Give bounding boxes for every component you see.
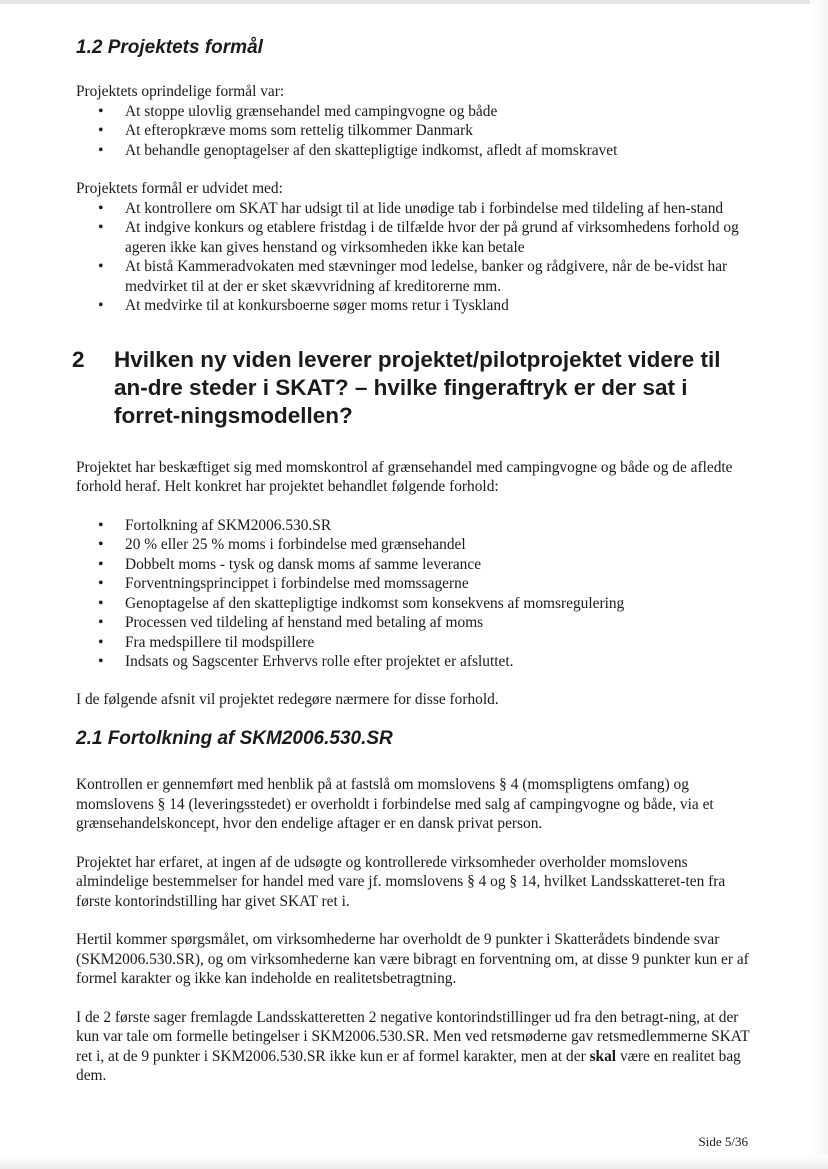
paragraph: Kontrollen er gennemført med henblik på at fastslå om momslovens § 4 (momspligtens omfang) og momslovens § 14 (leveringsstedet) er overholdt i forbindelse med salg af campingvogne og både, via et grænsehandelskoncept, hvor den endelige aftager er en dansk privat person. [76, 776, 714, 832]
paragraph: Hertil kommer spørgsmålet, om virksomhederne har overholdt de 9 punkter i Skatterådets bindende svar (SKM2006.530.SR), og om virksomhederne kan være bibragt en forventning om, at disse 9 punkter kun er af formel karakter og ikke kan indeholde en realitetsbetragtning. [76, 931, 749, 987]
list-item: • Processen ved tildeling af henstand med betaling af moms [76, 613, 756, 633]
scan-edge-top [0, 0, 828, 4]
list-item: • Indsats og Sagscenter Erhvervs rolle efter projektet er afsluttet. [76, 652, 756, 672]
list-item: • Dobbelt moms - tysk og dansk moms af samme leverance [76, 555, 756, 575]
list-item: • At stoppe ulovlig grænsehandel med campingvogne og både [76, 102, 756, 122]
original-goals-intro: Projektets oprindelige formål var: [76, 83, 285, 100]
scan-edge-bottom [0, 1155, 828, 1169]
paragraph-text: være en realitet bag dem. [76, 1047, 741, 1084]
list-item: • At indgive konkurs og etablere fristdag i de tilfælde hvor der på grund af virksomhedens forhold og ageren ikke kan gives henstand og virksomheden ikke kan betale [76, 218, 756, 257]
document-page [72, 36, 756, 1086]
list-item: • Genoptagelse af den skattepligtige indkomst som konsekvens af momsregulering [76, 594, 756, 614]
section-2-intro: Projektet har beskæftiget sig med momskontrol af grænsehandel med campingvogne og både og de afledte forhold heraf. Helt konkret har projektet behandlet følgende forhold: [76, 458, 733, 495]
list-item: • Fra medspillere til modspillere [76, 633, 756, 653]
extended-goals-intro: Projektets formål er udvidet med: [76, 180, 283, 197]
list-item: • At kontrollere om SKAT har udsigt til at lide unødige tab i forbindelse med tildeling af hen-stand [76, 199, 756, 219]
section-2-number: 2 [72, 346, 85, 372]
list-item: • At bistå Kammeradvokaten med stævninger mod ledelse, banker og rådgivere, når de be-vidst har medvirket til at der er sket skævvridning af kreditorerne mm. [76, 257, 756, 296]
list-item: • Forventningsprincippet i forbindelse med momssagerne [76, 574, 756, 594]
original-goals-list [76, 102, 756, 161]
extended-goals-list [76, 199, 756, 316]
section-2-outro: I de følgende afsnit vil projektet redegøre nærmere for disse forhold. [76, 690, 499, 708]
list-item: • At medvirke til at konkursboerne søger moms retur i Tyskland [76, 296, 756, 316]
list-item: • At behandle genoptagelser af den skattepligtige indkomst, afledt af momskravet [76, 141, 756, 161]
topics-list [76, 516, 756, 672]
emphasis-text: skal [589, 1047, 617, 1065]
page-number: Side 5/36 [698, 1134, 748, 1149]
scan-edge-right [810, 0, 828, 1169]
section-1-2-heading: 1.2 Projektets formål [76, 37, 263, 58]
paragraph: Projektet har erfaret, at ingen af de udsøgte og kontrollerede virksomheder overholder momslovens almindelige bestemmelser for handel med vare jf. momslovens § 4 og § 14, hvilket Landsskatteret-ten fra første kontorindstilling har givet SKAT ret i. [76, 853, 726, 910]
list-item: • At efteropkræve moms som rettelig tilkommer Danmark [76, 121, 756, 141]
list-item: • Fortolkning af SKM2006.530.SR [76, 516, 756, 536]
section-2-1-heading: 2.1 Fortolkning af SKM2006.530.SR [76, 728, 393, 749]
list-item: • 20 % eller 25 % moms i forbindelse med grænsehandel [76, 535, 756, 555]
section-2-heading [72, 346, 756, 430]
paragraph-text: I de 2 første sager fremlagde Landsskatteretten 2 negative kontorindstillinger ud fra den betragt-ning, at der kun var tale om formelle betingelser i SKM2006.530.SR. Men ved retsmøderne gav retsmedlemmerne SKAT ret i, at de 9 punkter i SKM2006.530.SR ikke kun er af formel karakter, men at der [76, 1008, 750, 1065]
section-2-title: Hvilken ny viden leverer projektet/pilotprojektet videre til an-dre steder i SKAT? – hvilke fingeraftryk er der sat i forret-ningsmodellen? [114, 346, 721, 428]
paragraph [76, 1008, 756, 1086]
